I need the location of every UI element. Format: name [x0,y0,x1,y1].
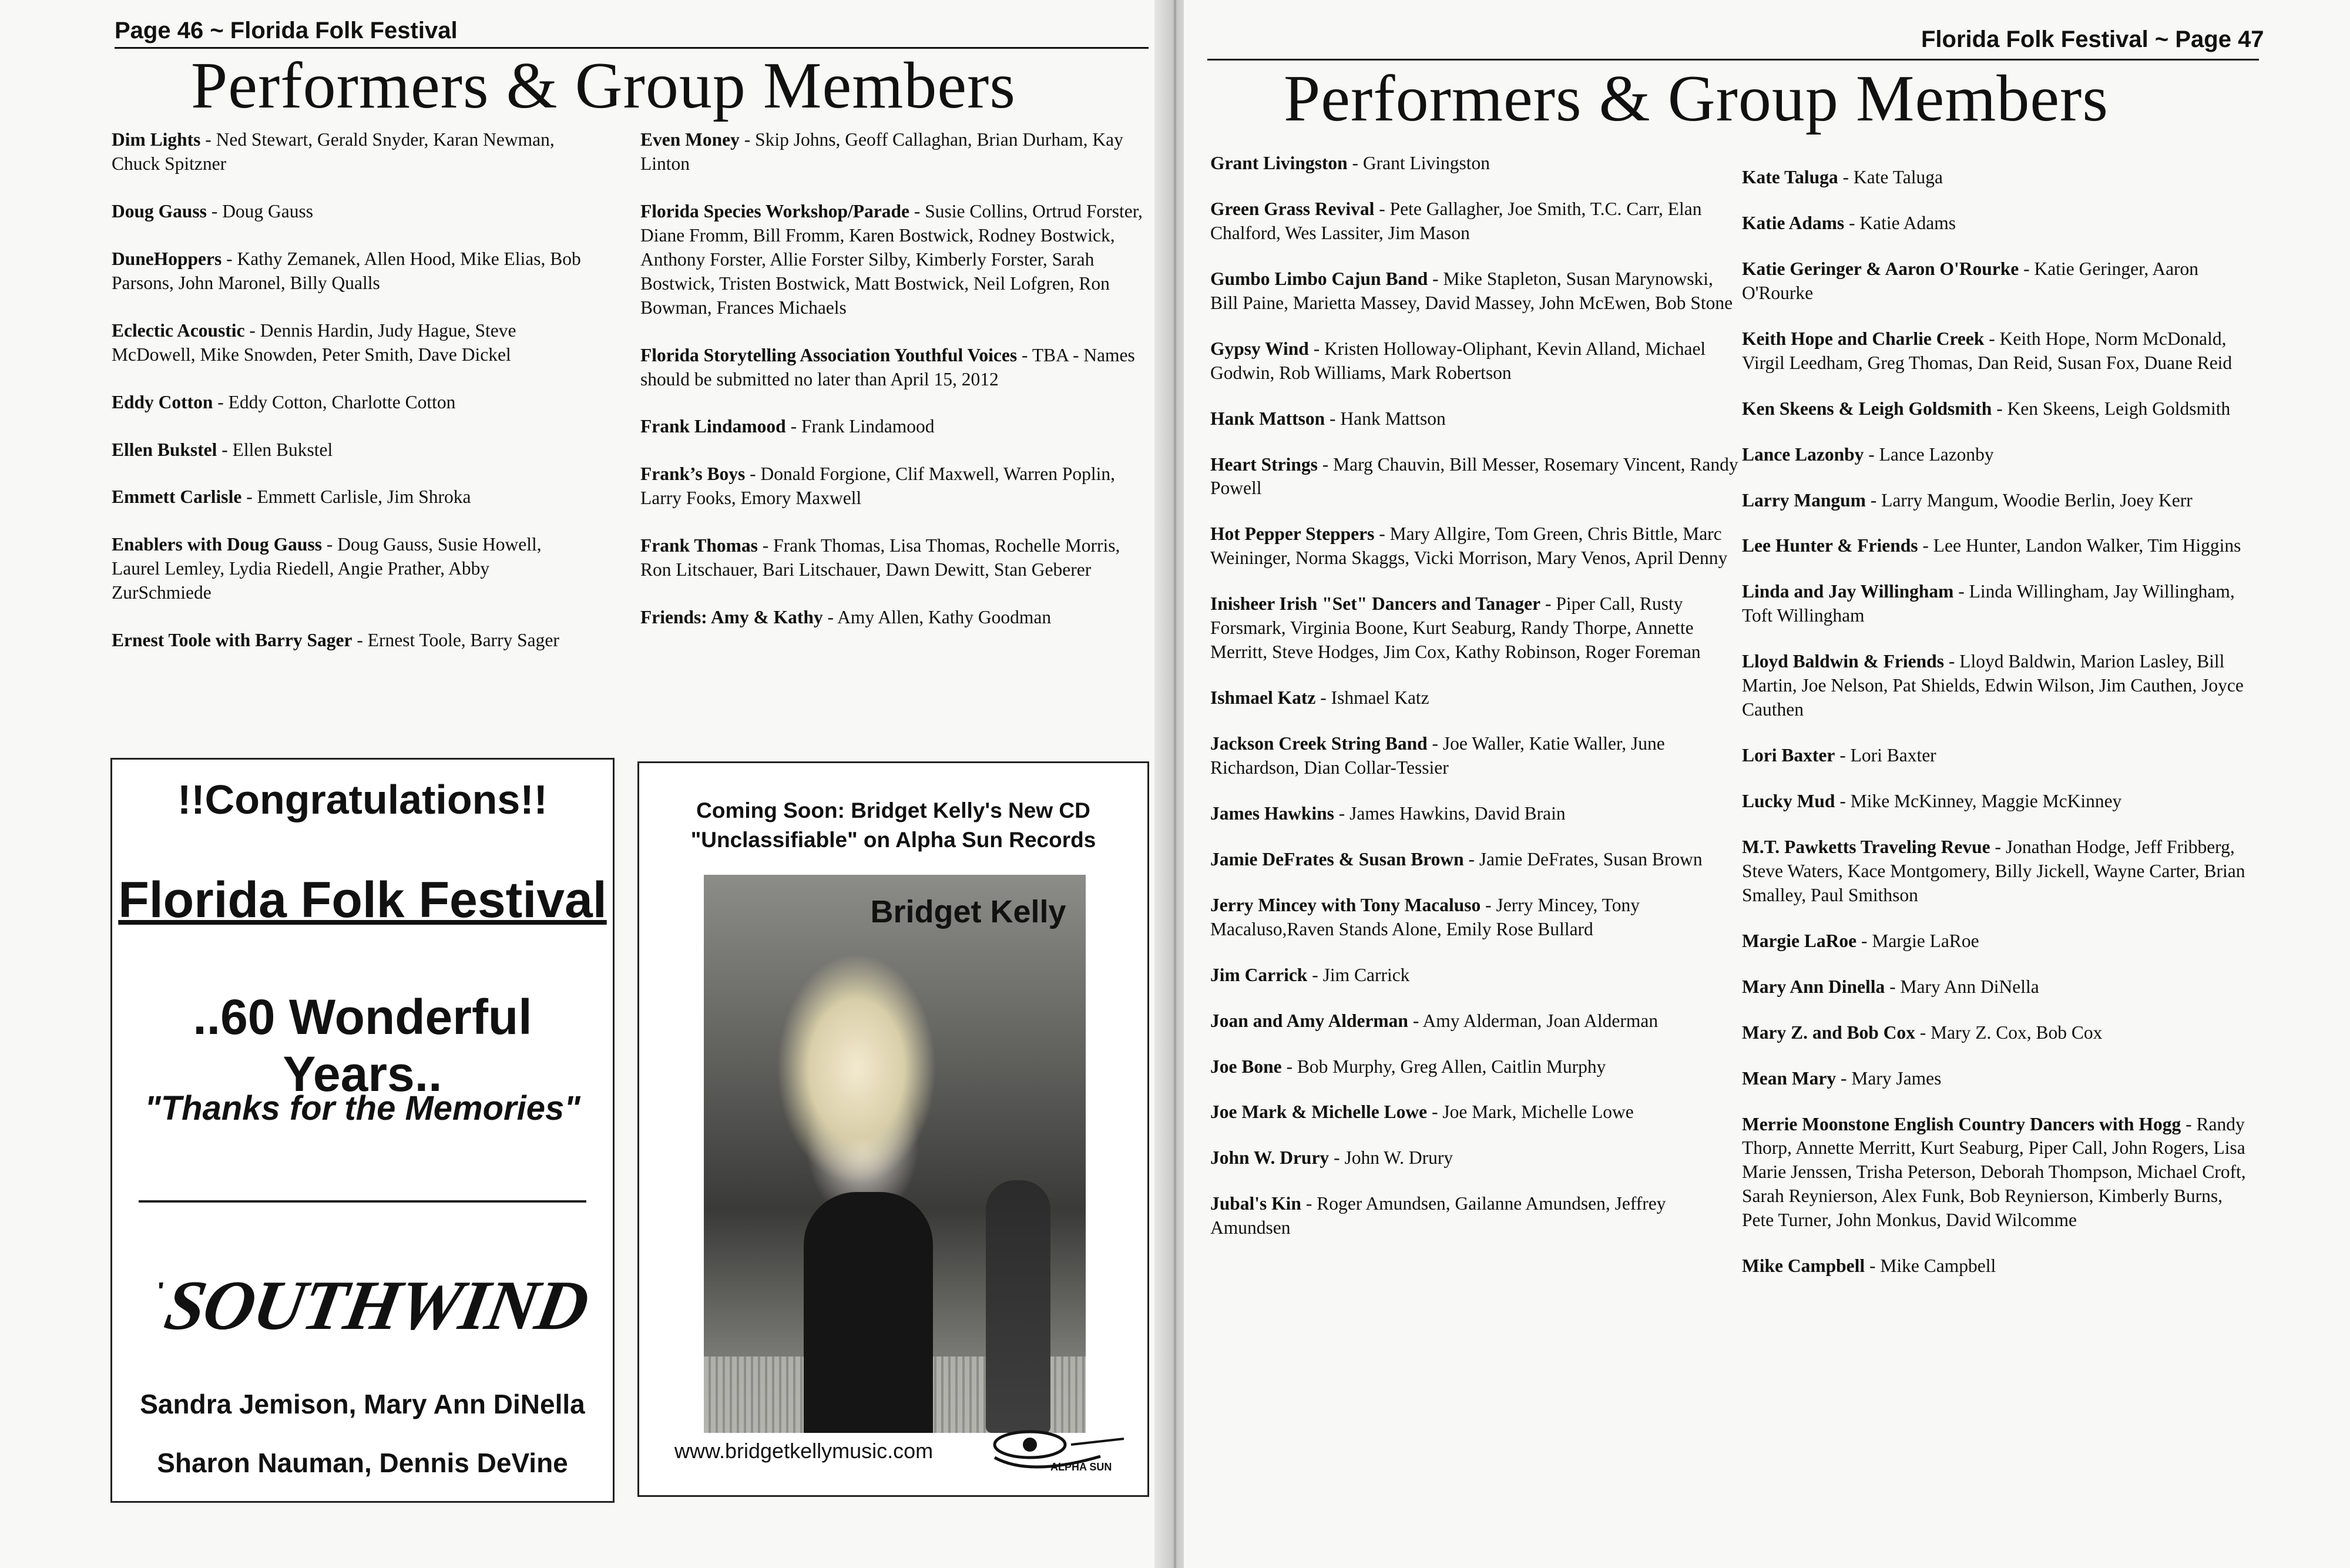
performer-name: Grant Livingston [1210,153,1348,173]
group-members: Pete Gallagher, Joe Smith, T.C. Carr, Elan Chalford, Wes Lassiter, Jim Mason [1210,198,1702,243]
performer-name: Jamie DeFrates & Susan Brown [1210,848,1464,869]
group-members: Roger Amundsen, Gailanne Amundsen, Jeffrey Amundsen [1210,1193,1666,1238]
performer-entry [1210,337,1742,385]
group-members: Jonathan Hodge, Jeff Fribberg, Steve Waters, Kace Montgomery, Billy Jickell, Wayne Carter, Brian Smalley, Paul Smithson [1742,836,2245,905]
group-members: Marg Chauvin, Bill Messer, Rosemary Vincent, Randy Powell [1210,454,1738,499]
running-head: Page 46 ~ Florida Folk Festival [115,18,458,43]
performer-entry [1742,1113,2259,1233]
group-members: Ned Stewart, Gerald Snyder, Karan Newman, Chuck Spitzner [112,129,555,174]
separator: - [1984,328,2000,349]
separator: - [1281,1056,1297,1077]
bridget-kelly-ad [637,761,1149,1497]
separator: - [1992,398,2007,419]
ad-members-2: Sharon Nauman, Dennis DeVine [157,1448,568,1478]
performer-entry [112,391,582,415]
group-members: Ellen Bukstel [232,439,333,460]
group-members: Randy Thorp, Annette Merritt, Kurt Seaburg, Piper Call, John Rogers, Lisa Marie Jenssen, Trisha Peterson, Deborah Thompson, Michael Croft, Sarah Reynierson, Alex Funk, Bob Reynierson, Kimberly Burns, Pete Turner, John Monkus, David Wilcomme [1742,1113,2246,1231]
separator: - [1315,687,1331,709]
separator: - [1347,153,1363,173]
performer-name: Mean Mary [1742,1067,1837,1089]
ad-headline: !!Congratulations!! [177,777,548,822]
separator: - [213,391,229,412]
performer-entry [1742,790,2259,814]
performer-entry [640,606,1152,630]
group-members: Piper Call, Rusty Forsmark, Virginia Boone, Kurt Seaburg, Randy Thorpe, Annette Merritt, Steve Hodges, Jim Cox, Kathy Robinson, Roger Foreman [1210,593,1701,663]
separator: - [1864,444,1879,465]
performer-entry [1742,257,2259,305]
performer-entry [1742,534,2259,558]
header-rule [1207,59,2259,61]
separator: - [1838,167,1854,187]
congratulations-ad [110,758,615,1503]
separator: - [1307,964,1323,985]
performer-entry [112,629,582,653]
performer-column-1 [1210,152,1742,1262]
group-members: Lloyd Baldwin, Marion Lasley, Bill Martin, Joe Nelson, Pat Shields, Edwin Wilson, Jim Cauthen, Joyce Cauthen [1742,651,2244,720]
performer-entry [112,485,582,509]
performer-name: Ellen Bukstel [112,439,217,460]
group-members: Kate Taluga [1853,167,1943,187]
photo-woman [804,1192,933,1433]
performer-entry [1742,443,2259,467]
performer-column-1 [112,128,582,676]
performer-entry [1210,1100,1742,1124]
website-url[interactable]: www.bridgetkellymusic.com [674,1439,934,1463]
separator: - [1915,1022,1931,1043]
running-head: Florida Folk Festival ~ Page 47 [1921,26,2264,52]
ad-years: ..60 Wonderful Years.. [193,989,532,1102]
performer-name: Eddy Cotton [112,391,213,412]
group-members: TBA - Names should be submitted no later than April 15, 2012 [640,344,1135,390]
performer-entry [1210,1055,1742,1079]
group-members: Susie Collins, Ortrud Forster, Diane Fromm, Bill Fromm, Karen Bostwick, Rodney Bostwick, Anthony Forster, Allie Forster Silby, Kimberly Forster, Sarah Bostwick, Tristen Bostwick, Matt Bostwick, Neil Lofgren, Ron Bowman, Frances Michaels [640,200,1143,318]
ad-album-title: "Unclassifiable" on Alpha Sun Records [690,828,1096,852]
group-members: Linda Willingham, Jay Willingham, Toft Willingham [1742,581,2235,626]
separator: - [206,200,223,221]
performer-name: Florida Storytelling Association Youthful Voices [640,344,1018,365]
separator: - [1918,535,1933,556]
performer-entry [1210,894,1742,942]
group-members: Keith Hope, Norm McDonald, Virgil Leedham, Greg Thomas, Dan Reid, Susan Fox, Duane Reid [1742,328,2232,373]
performer-name: Enablers with Doug Gauss [112,534,322,555]
performer-name: Emmett Carlisle [112,486,242,508]
group-members: Kristen Holloway-Oliphant, Kevin Alland, Michael Godwin, Rob Williams, Mark Robertson [1210,338,1706,383]
performer-name: Ernest Toole with Barry Sager [112,630,352,651]
performer-name: Mary Ann Dinella [1742,976,1885,997]
performer-entry [112,247,582,296]
ad-festival-name: Florida Folk Festival [118,872,607,928]
performer-entry [1742,1021,2259,1045]
group-members: Margie LaRoe [1872,930,1979,951]
performer-entry [640,534,1152,582]
left-page [0,0,1166,1568]
group-members: Jim Carrick [1322,964,1410,985]
group-members: Donald Forgione, Clif Maxwell, Warren Poplin, Larry Fooks, Emory Maxwell [640,464,1115,509]
group-members: Hank Mattson [1340,408,1446,429]
performer-name: Joe Bone [1210,1056,1282,1077]
separator: - [1836,1067,1852,1089]
performer-name: Dim Lights [112,129,201,150]
separator: - [757,535,774,556]
group-members: Emmett Carlisle, Jim Shroka [257,486,471,508]
group-members: Larry Mangum, Woodie Berlin, Joey Kerr [1881,489,2193,511]
separator: - [1334,803,1350,824]
separator: - [1990,836,2006,857]
performer-entry [1210,848,1742,872]
performer-entry [1742,327,2259,375]
separator: - [1856,930,1872,951]
performer-entry [1210,963,1742,988]
performer-entry [1742,1067,2259,1091]
performer-name: Gypsy Wind [1210,338,1309,359]
performer-entry [1742,975,2259,999]
performer-name: Even Money [640,129,740,150]
performer-name: Gumbo Limbo Cajun Band [1210,268,1428,289]
performer-name: John W. Drury [1210,1147,1330,1169]
performer-name: Doug Gauss [112,200,207,221]
right-page [1184,0,2350,1568]
separator: - [1374,523,1390,545]
performer-entry [640,128,1152,176]
photo-man [986,1180,1050,1433]
performer-name: Keith Hope and Charlie Creek [1742,328,1985,349]
performer-entry [1210,197,1742,246]
group-members: Jerry Mincey, Tony Macaluso,Raven Stands Alone, Emily Rose Bullard [1210,894,1640,939]
separator: - [1835,791,1851,811]
group-members: James Hawkins, David Brain [1349,803,1566,824]
group-members: Jamie DeFrates, Susan Brown [1479,848,1703,869]
group-members: Joe Mark, Michelle Lowe [1442,1102,1634,1123]
header-rule [115,47,1149,49]
performer-name: Larry Mangum [1742,489,1866,511]
group-members: Ishmael Katz [1331,687,1429,709]
performer-name: Joan and Amy Alderman [1210,1010,1408,1031]
performer-entry [1210,592,1742,664]
performer-name: DuneHoppers [112,248,222,269]
performer-entry [112,533,582,605]
performer-entry [1210,802,1742,826]
performer-name: Jim Carrick [1210,964,1308,985]
ad-coming-soon: Coming Soon: Bridget Kelly's New CD [696,798,1090,822]
performer-name: Merrie Moonstone English Country Dancers with Hogg [1742,1113,2181,1134]
performer-entry [1742,1254,2259,1278]
separator: - [1885,976,1901,997]
performer-entry [1742,489,2259,513]
separator: - [1374,198,1390,219]
performer-name: Florida Species Workshop/Parade [640,200,909,221]
performer-name: Frank Lindamood [640,416,786,437]
group-members: Lance Lazonby [1879,444,1994,465]
performer-name: Friends: Amy & Kathy [640,607,823,628]
performer-name: Linda and Jay Willingham [1742,581,1954,602]
separator: - [1463,848,1479,869]
performer-name: Kate Taluga [1742,167,1838,187]
separator: - [1427,733,1443,754]
separator: - [1943,651,1960,672]
separator: - [745,464,761,485]
performer-name: Hot Pepper Steppers [1210,523,1375,545]
performer-entry [1210,732,1742,780]
performer-column-2 [1742,166,2259,1300]
performer-entry [1742,650,2259,722]
group-members: Dennis Hardin, Judy Hague, Steve McDowell, Mike Snowden, Peter Smith, Dave Dickel [112,320,516,365]
group-members: Mike Stapleton, Susan Marynowski, Bill Paine, Marietta Massey, David Massey, John McEwen, Bob Stone [1210,268,1733,313]
separator: - [352,630,368,651]
performer-name: Hank Mattson [1210,408,1325,429]
performer-name: Lance Lazonby [1742,444,1864,465]
performer-name: Lori Baxter [1742,745,1835,766]
separator: - [1427,1102,1443,1123]
performer-entry [1210,152,1742,176]
group-members: Grant Livingston [1362,153,1490,173]
logo-caption: ALPHA SUN [1050,1461,1112,1473]
group-members: Mike Campbell [1880,1255,1996,1277]
group-members: Joe Waller, Katie Waller, June Richardson, Dian Collar-Tessier [1210,733,1665,778]
performer-name: Lloyd Baldwin & Friends [1742,651,1944,672]
performer-entry [1742,744,2259,768]
photo-caption: Bridget Kelly [870,894,1066,929]
ad-members-1: Sandra Jemison, Mary Ann DiNella [140,1389,585,1419]
logo-text: SOUTHWIND [152,1265,601,1346]
performer-entry [1742,835,2259,908]
separator: - [1540,593,1556,615]
group-members: Mike McKinney, Maggie McKinney [1850,791,2122,811]
separator: - [1325,408,1341,429]
performer-entry [1210,686,1742,710]
separator: - [1428,268,1443,289]
performer-name: Joe Mark & Michelle Lowe [1210,1102,1428,1123]
performer-entry [112,128,582,176]
performer-column-2 [640,128,1152,653]
group-members: Bob Murphy, Greg Allen, Caitlin Murphy [1297,1056,1606,1077]
group-members: Frank Thomas, Lisa Thomas, Rochelle Morris, Ron Litschauer, Bari Litschauer, Dawn Dewitt, Stan Geberer [640,535,1120,580]
performer-entry [112,319,582,367]
performer-name: James Hawkins [1210,803,1334,824]
page-title: Performers & Group Members [191,49,1016,122]
performer-entry [112,200,582,224]
performer-name: Heart Strings [1210,454,1318,475]
separator: - [221,248,237,269]
separator: - [739,129,756,150]
group-members: Lori Baxter [1850,745,1936,766]
performer-entry [1742,580,2259,628]
performer-name: Ishmael Katz [1210,687,1316,709]
group-members: Mary Z. Cox, Bob Cox [1931,1022,2103,1043]
separator: - [1865,489,1882,511]
performer-entry [1210,1009,1742,1033]
performer-name: M.T. Pawketts Traveling Revue [1742,836,1990,857]
group-members: Ken Skeens, Leigh Goldsmith [2007,398,2231,419]
separator: - [2181,1113,2197,1134]
performer-entry [1210,267,1742,315]
separator: - [1865,1255,1881,1277]
group-members: Mary Ann DiNella [1900,976,2039,997]
alpha-sun-logo [983,1421,1130,1480]
group-members: John W. Drury [1344,1147,1453,1169]
performer-entry [640,200,1152,320]
performer-name: Jackson Creek String Band [1210,733,1428,754]
separator: - [217,439,233,460]
performer-name: Mike Campbell [1742,1255,1865,1277]
separator: - [1017,344,1032,365]
separator: - [822,607,838,628]
performer-name: Eclectic Acoustic [112,320,245,341]
performer-name: Frank Thomas [640,535,758,556]
performer-entry [640,344,1152,392]
separator: - [1317,454,1334,475]
performer-name: Katie Geringer & Aaron O'Rourke [1742,258,2019,279]
separator: - [1308,338,1325,359]
performer-entry [1210,407,1742,431]
group-members: Frank Lindamood [801,416,935,437]
separator: - [200,129,216,150]
group-members: Mary James [1851,1067,1942,1089]
performer-name: Green Grass Revival [1210,198,1375,219]
page-title: Performers & Group Members [1284,62,2109,135]
separator: - [1480,894,1496,915]
group-members: Eddy Cotton, Charlotte Cotton [228,391,456,412]
group-members: Skip Johns, Geoff Callaghan, Brian Durham, Kay Linton [640,129,1123,174]
separator: - [1408,1010,1423,1031]
ad-divider [139,1200,586,1203]
performer-entry [640,415,1152,439]
performer-entry [1742,397,2259,421]
group-members: Doug Gauss [222,200,314,221]
southwind-logo [159,1259,594,1353]
separator: - [1329,1147,1345,1169]
group-members: Mary Allgire, Tom Green, Chris Bittle, Marc Weininger, Norma Skaggs, Vicki Morrison, Mary Venos, April Denny [1210,523,1728,569]
performer-name: Ken Skeens & Leigh Goldsmith [1742,398,1992,419]
separator: - [1953,581,1969,602]
separator: - [241,486,257,508]
group-members: Lee Hunter, Landon Walker, Tim Higgins [1933,535,2241,556]
performer-entry [1742,211,2259,236]
group-members: Katie Geringer, Aaron O'Rourke [1742,258,2199,303]
performer-name: Jerry Mincey with Tony Macaluso [1210,894,1481,915]
performer-name: Inisheer Irish "Set" Dancers and Tanager [1210,593,1541,615]
separator: - [2019,258,2035,279]
performer-name: Frank’s Boys [640,464,746,485]
performer-entry [1210,1192,1742,1240]
ad-thanks: "Thanks for the Memories" [145,1089,580,1127]
group-members: Kathy Zemanek, Allen Hood, Mike Elias, Bob Parsons, John Maronel, Billy Qualls [112,248,581,293]
performer-entry [1742,166,2259,190]
separator: - [244,320,260,341]
group-members: Amy Alderman, Joan Alderman [1422,1010,1659,1031]
group-members: Katie Adams [1859,212,1956,233]
separator: - [321,534,338,555]
separator: - [1835,745,1851,766]
group-members: Doug Gauss, Susie Howell, Laurel Lemley, Lydia Riedell, Angie Prather, Abby ZurSchmiede [112,534,542,603]
performer-entry [1210,1146,1742,1170]
separator: - [909,200,925,221]
performer-name: Mary Z. and Bob Cox [1742,1022,1915,1043]
performer-entry [1210,522,1742,570]
separator: - [785,416,801,437]
separator: - [1301,1193,1317,1214]
performer-name: Jubal's Kin [1210,1193,1301,1214]
performer-name: Margie LaRoe [1742,930,1857,951]
bridget-kelly-photo [704,875,1086,1433]
performer-name: Lee Hunter & Friends [1742,535,1918,556]
performer-name: Katie Adams [1742,212,1845,233]
separator: - [1844,212,1860,233]
performer-name: Lucky Mud [1742,791,1835,811]
group-members: Amy Allen, Kathy Goodman [837,607,1052,628]
performer-entry [1210,453,1742,501]
performer-entry [112,438,582,462]
group-members: Ernest Toole, Barry Sager [367,630,559,651]
performer-entry [1742,929,2259,953]
performer-entry [640,462,1152,511]
